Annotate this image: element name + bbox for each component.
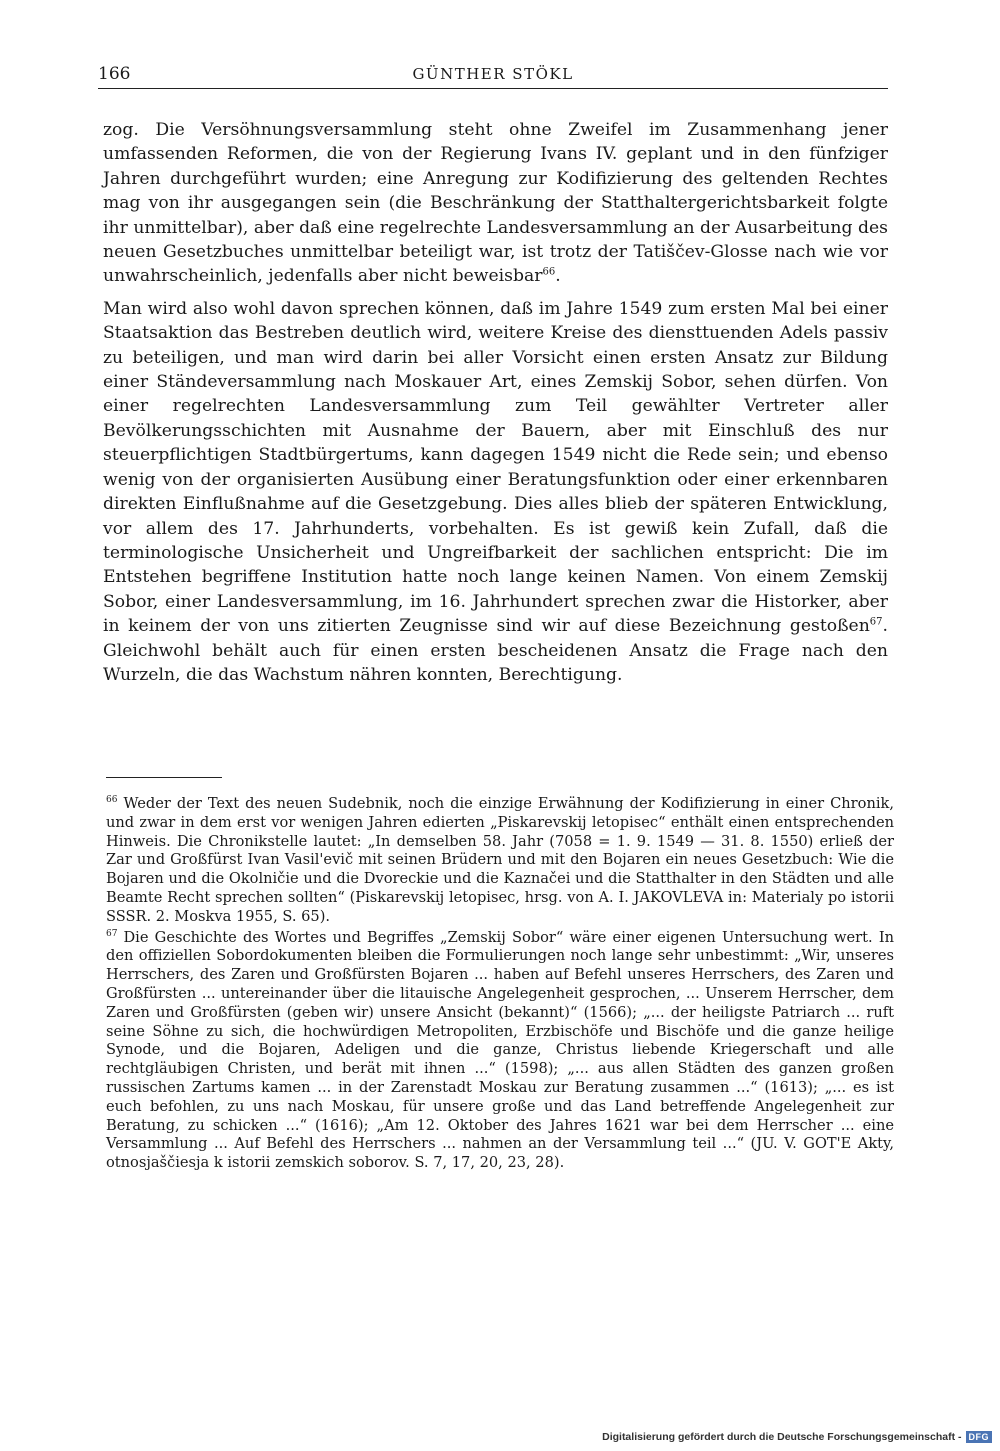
footnote-ref: 66 [542, 266, 556, 278]
footnote-rule [106, 777, 222, 778]
paragraph-text: zog. Die Versöhnungsversammlung steht ohne Zweifel im Zusammenhang jener umfassenden Reformen, die von der Regierung Ivans IV. geplant und in den fünfziger Jahren durchgeführt wurden; eine Anregung zur Kodifizierung des geltenden Rechtes mag von ihr ausgegangen sein (die Beschränkung der Statthaltergerichtsbarkeit folgte ihr unmittelbar), aber daß eine regelrechte Landesversammlung an der Ausarbeitung des neuen Gesetzbuches unmittelbar beteiligt war, ist trotz der Tatiščev-Glosse nach wie vor unwahrscheinlich, jedenfalls aber nicht beweisbar [103, 120, 888, 287]
footnote-ref: 67 [869, 616, 883, 628]
footnotes [106, 795, 894, 1175]
dfg-credit-text: Digitalisierung gefördert durch die Deutsche Forschungsgemeinschaft - [602, 1431, 962, 1443]
paragraph [103, 297, 888, 688]
footnote-number: 66 [106, 795, 118, 806]
footnote-text: Weder der Text des neuen Sudebnik, noch die einzige Erwähnung der Kodifizierung in einer Chronik, und zwar in dem erst vor wenigen Jahren edierten „Piskarevskij letopisec“ enthält einen entsprechenden Hinweis. Die Chronikstelle lautet: „In demselben 58. Jahr (7058 = 1. 9. 1549 — 31. 8. 1550) erließ der Zar und Großfürst Ivan Vasil'evič mit seinen Brüdern und mit den Bojaren ein neues Gesetzbuch: Wie die Bojaren und die Okolničie und die Dvoreckie und die Kaznačei und die Statthalter in den Städten und alle Beamte Recht sprechen sollten“ (Piskarevskij letopisec, hrsg. von A. I. JAKOVLEVA in: Materialy po istorii SSSR. 2. Moskva 1955, S. 65). [106, 795, 894, 925]
paragraph-end: . [555, 266, 561, 287]
page-number: 166 [98, 64, 131, 84]
running-head: GÜNTHER STÖKL [412, 65, 574, 83]
footnote-number: 67 [106, 928, 118, 939]
footnote-text: Die Geschichte des Wortes und Begriffes „Zemskij Sobor“ wäre einer eigenen Untersuchung wert. In den offiziellen Sobordokumenten bleiben die Formulierungen noch lange sehr unbestimmt: „Wir, unseres Herrschers, des Zaren und Großfürsten Bojaren ... haben auf Befehl unseres Herrschers, des Zaren und Großfürsten ... untereinander über die litauische Angelegenheit gesprochen, ... Unserem Herrscher, dem Zaren und Großfürsten (geben wir) unsere Ansicht (bekannt)“ (1566); „... der heiligste Patriarch ... ruft seine Söhne zu sich, die hochwürdigen Metropoliten, Erzbischöfe und Bischöfe und die ganze heilige Synode, und die Bojaren, Adeligen und die ganze, Christus liebende Kriegerschaft und alle rechtgläubigen Christen, und berät mit ihnen ...“ (1598); „... aus allen Städten des ganzen großen russischen Zartums kamen ... in der Zarenstadt Moskau zur Beratung zusammen ...“ (1613); „... es ist euch befohlen, zu uns nach Moskau, für unsere große und das Land betreffende Angelegenheit zur Beratung, zu schicken ...“ (1616); „Am 12. Oktober des Jahres 1621 war bei dem Herrscher ... eine Versammlung ... Auf Befehl des Herrschers ... nahmen an der Versammlung teil ...“ (JU. V. GOT'E Akty, otnosjaščiesja k istorii zemskich soborov. S. 7, 17, 20, 23, 28). [106, 928, 894, 1172]
paragraph [103, 118, 888, 289]
footnote [106, 929, 894, 1173]
page-header [98, 64, 888, 89]
footnote [106, 795, 894, 927]
main-text [103, 118, 888, 695]
dfg-logo: DFG [966, 1431, 993, 1443]
dfg-credit [602, 1431, 992, 1443]
paragraph-text: . Gleichwohl behält auch für einen ersten bescheidenen Ansatz die Frage nach den Wurzeln, die das Wachstum nähren konnten, Berechtigung. [103, 616, 888, 685]
paragraph-text: Man wird also wohl davon sprechen können, daß im Jahre 1549 zum ersten Mal bei einer Staatsaktion das Bestreben deutlich wird, weitere Kreise des diensttuenden Adels passiv zu beteiligen, und man wird darin bei aller Vorsicht einen ersten Ansatz zur Bildung einer Ständeversammlung nach Moskauer Art, eines Zemskij Sobor, sehen dürfen. Von einer regelrechten Landesversammlung zum Teil gewählter Vertreter aller Bevölkerungsschichten mit Ausnahme der Bauern, aber mit Einschluß des nur steuerpflichtigen Stadtbürgertums, kann dagegen 1549 nicht die Rede sein; und ebenso wenig von der organisierten Ausübung einer Beratungsfunktion oder einer erkennbaren direkten Einflußnahme auf die Gesetzgebung. Dies alles blieb der späteren Entwicklung, vor allem des 17. Jahrhunderts, vorbehalten. Es ist gewiß kein Zufall, daß die terminologische Unsicherheit und Ungreifbarkeit der sachlichen entspricht: Die im Entstehen begriffene Institution hatte noch lange keinen Namen. Von einem Zemskij Sobor, einer Landesversammlung, im 16. Jahrhundert sprechen zwar die Historker, aber in keinem der von uns zitierten Zeugnisse sind wir auf diese Bezeichnung gestoßen [103, 298, 888, 637]
